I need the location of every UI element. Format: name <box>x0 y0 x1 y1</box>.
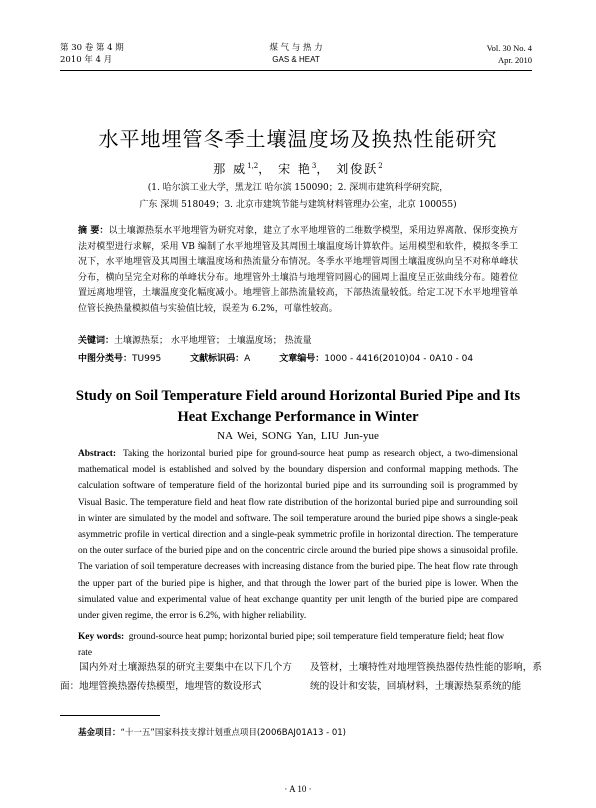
header-rule <box>60 70 532 71</box>
abstract-en-text: Taking the horizontal buried pipe for ground-source heat pump as research object, a two-dimensional mathematical model is established and solved by the boundary dispersion and conformal mapping methods. The calculation software of temperature field of the horizontal buried pipe and its surrounding soil is programmed by Visual Basic. The temperature field and heat flow rate distribution of the horizontal buried pipe and surrounding soil in winter are simulated by the model and software. The soil temperature around the buried pipe shows a single-peak asymmetric profile in vertical direction and a single-peak symmetric profile in horizontal direction. The temperature on the outer surface of the buried pipe and on the concentric circle around the buried pipe shows a sinusoidal profile. The variation of soil temperature decreases with increasing distance from the buried pipe. The heat flow rate through the upper part of the buried pipe is higher, and that through the lower part of the buried pipe is lower. When the simulated value and experimental value of heat exchange quantity per unit length of the buried pipe are compared under given regime, the error is 6.2%, with higher reliability. <box>78 449 518 622</box>
affiliation-line-1: (1. 哈尔滨工业大学，黑龙江 哈尔滨 150090；2. 深圳市建筑科学研究院， <box>147 183 449 193</box>
author-3: 刘俊跃$^2$ <box>336 162 383 176</box>
body-column-right: 及管材，土壤特性对地埋管换热器传热性能的影响，系统的设计和安装，回填材料，土壤源热泵系统的能 <box>310 662 542 692</box>
header-vol-no: Vol. 30 No. 4 <box>486 43 532 53</box>
header-volume-en <box>487 42 532 66</box>
abstract-en <box>78 446 518 624</box>
keywords-en <box>78 630 518 661</box>
authors-cn: 那 威$^{1,2}$， 宋 艳$^3$， 刘俊跃$^2$ <box>213 162 383 176</box>
keywords-en-label: Key words: <box>78 632 125 642</box>
header-journal-en: GAS & HEAT <box>272 55 320 64</box>
paper-title-en: Study on Soil Temperature Field around Horizontal Buried Pipe and Its Heat Exchange Performance in Winter <box>75 388 521 425</box>
keywords-en-text: ground-source heat pump; horizontal buried pipe; soil temperature field temperature field; heat flow rate <box>78 632 505 658</box>
authors-en: NA Wei, SONG Yan, LIU Jun-yue <box>217 430 379 442</box>
funding-footnote <box>78 726 346 738</box>
abstract-en-label: Abstract: <box>78 449 117 459</box>
abstract-cn-label: 摘 要： <box>78 226 109 236</box>
document-code: 文献标识码：A <box>190 354 251 364</box>
article-number: 文章编号：1000 - 4416(2010)04 - 0A10 - 04 <box>279 354 474 364</box>
funding-label: 基金项目： <box>78 728 121 738</box>
keywords-cn <box>78 333 518 346</box>
running-header <box>60 42 532 70</box>
keywords-cn-label: 关键词： <box>78 336 115 346</box>
affiliation-line-2: 广东 深圳 518049；3. 北京市建筑节能与建筑材料管理办公室，北京 100055) <box>139 200 457 210</box>
header-date-cn: 2010 年 4 月 <box>60 55 113 65</box>
header-journal <box>60 42 532 66</box>
header-date-en: Apr. 2010 <box>498 55 532 65</box>
abstract-cn <box>78 224 518 317</box>
body-column-left: 国内外对土壤源热泵的研究主要集中在以下几个方面：地埋管换热器传热模型，地埋管的数设形式 <box>60 662 292 692</box>
paper-title-cn: 水平地埋管冬季土壤温度场及换热性能研究 <box>98 127 498 151</box>
page-number: · A 10 · <box>284 784 312 794</box>
header-volume-issue: 第 30 卷 第 4 期 <box>60 43 124 53</box>
author-2: 宋 艳$^3$ <box>278 162 317 176</box>
header-journal-cn: 煤 气 与 热 力 <box>269 43 323 53</box>
classification-line <box>78 351 536 364</box>
footnote-rule <box>60 715 160 716</box>
author-1: 那 威$^{1,2}$ <box>213 162 259 176</box>
abstract-cn-text: 以土壤源热泵水平地埋管为研究对象，建立了水平地埋管的二维数学模型，采用边界离散、保形变换方法对模型进行求解，采用 VB 编制了水平地埋管及其周围土壤温度场计算软件。运用模型和软件，模拟冬季工况下，水平地埋管及其周围土壤温度场和热流量分布情况。冬季水平地埋管周围土壤温度纵向呈不对称单峰状分布，横向呈完全对称的单峰状分布。地埋管外土壤沿与地埋管同圆心的圆周上温度呈正弦曲线分布。随着位置远离地埋管，土壤温度变化幅度减小。地埋管上部热流量较高，下部热流量较低。给定工况下水平地埋管单位管长换热量模拟值与实验值比较，误差为 6.2%，可靠性较高。 <box>78 226 518 314</box>
keywords-cn-text: 土壤源热泵； 水平地埋管； 土壤温度场； 热流量 <box>114 336 312 346</box>
funding-text: “十一五”国家科技支撑计划重点项目(2006BAJ01A13 - 01) <box>120 728 346 738</box>
clc-number: 中图分类号：TU995 <box>78 354 162 364</box>
